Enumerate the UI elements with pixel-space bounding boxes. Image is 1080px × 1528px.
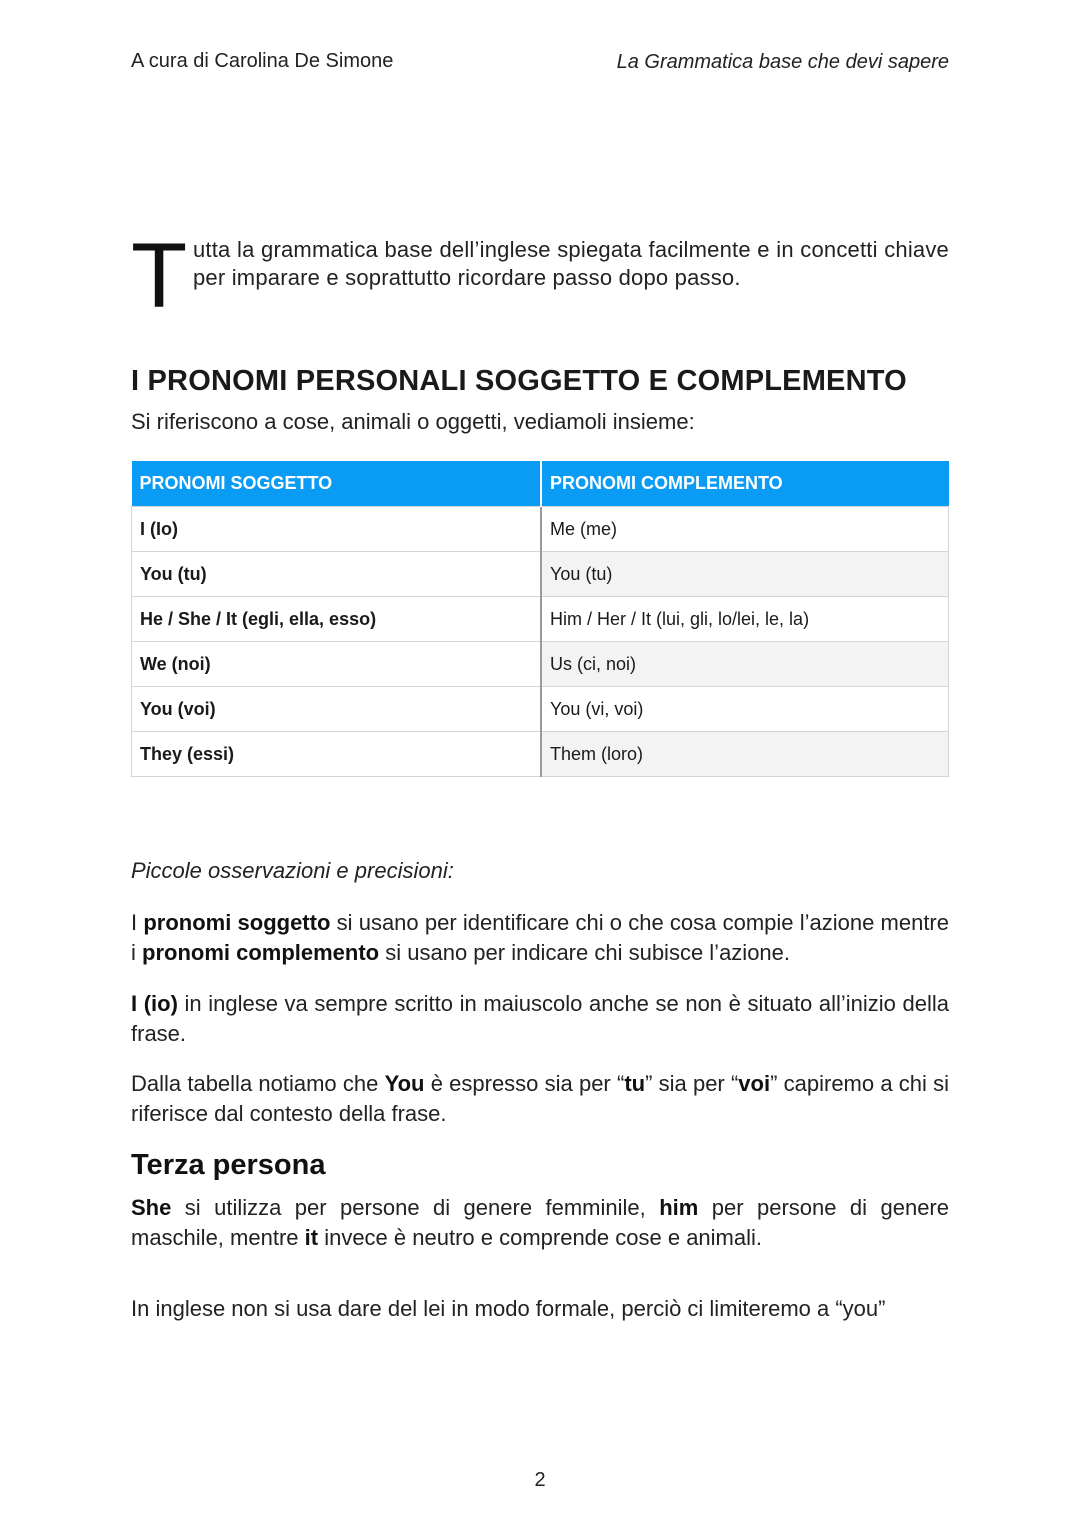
cell-soggetto: They (essi) xyxy=(132,732,542,777)
bold-term: it xyxy=(304,1225,319,1250)
bold-term: pronomi soggetto xyxy=(143,910,331,935)
header-soggetto: PRONOMI SOGGETTO xyxy=(132,461,542,507)
bold-term: She xyxy=(131,1195,172,1220)
table-header-row xyxy=(132,461,949,507)
text-run: si usano per identificare chi o che cosa compie l’azione mentre i xyxy=(131,910,949,965)
third-person-paragraph xyxy=(131,1193,949,1253)
text-run: invece è neutro e comprende cose e animali. xyxy=(318,1225,762,1250)
text-run: I xyxy=(131,910,144,935)
cell-soggetto: I (Io) xyxy=(132,507,542,552)
cell-complemento: Him / Her / It (lui, gli, lo/lei, le, la) xyxy=(541,597,949,642)
section-subtitle: Si riferiscono a cose, animali o oggetti, vediamoli insieme: xyxy=(131,409,695,434)
formal-note-paragraph: In inglese non si usa dare del lei in modo formale, perciò ci limiteremo a “you” xyxy=(131,1296,886,1321)
table-row xyxy=(132,732,949,777)
notes-title: Piccole osservazioni e precisioni: xyxy=(131,858,454,883)
text-run: Dalla tabella notiamo che xyxy=(131,1071,385,1096)
text-run: per persone di genere maschile, mentre xyxy=(131,1195,949,1250)
bold-term: You xyxy=(384,1071,425,1096)
page-number: 2 xyxy=(534,1469,546,1491)
third-person-title: Terza persona xyxy=(131,1149,326,1181)
intro-dropcap: T xyxy=(131,225,188,327)
table-row xyxy=(132,642,949,687)
intro-text: utta la grammatica base dell’inglese spiegata facilmente e in concetti chiave per imparare e soprattutto ricordare passo dopo passo. xyxy=(193,237,949,290)
header-complemento: PRONOMI COMPLEMENTO xyxy=(541,461,949,507)
bold-term: tu xyxy=(624,1071,646,1096)
pronouns-table xyxy=(131,461,949,777)
bold-term: pronomi complemento xyxy=(142,940,380,965)
cell-complemento: Them (loro) xyxy=(541,732,949,777)
cell-complemento: You (vi, voi) xyxy=(541,687,949,732)
text-run: si utilizza per persone di genere femminile, xyxy=(171,1195,660,1220)
section-title: I PRONOMI PERSONALI SOGGETTO E COMPLEMENTO xyxy=(131,365,907,397)
text-run: si usano per indicare chi subisce l’azione. xyxy=(379,940,791,965)
intro xyxy=(131,225,949,327)
cell-soggetto: You (tu) xyxy=(132,552,542,597)
table-row xyxy=(132,507,949,552)
table-row xyxy=(132,552,949,597)
cell-complemento: You (tu) xyxy=(541,552,949,597)
cell-complemento: Me (me) xyxy=(541,507,949,552)
text-run: ” capiremo a chi si riferisce dal contesto della frase. xyxy=(131,1071,949,1126)
text-run: è espresso sia per “ xyxy=(424,1071,625,1096)
note-paragraph-1 xyxy=(131,908,949,968)
text-run: ” sia per “ xyxy=(645,1071,739,1096)
header-author: A cura di Carolina De Simone xyxy=(131,50,394,72)
bold-term: him xyxy=(659,1195,699,1220)
note-paragraph-3 xyxy=(131,1069,949,1129)
table-row xyxy=(132,687,949,732)
cell-soggetto: We (noi) xyxy=(132,642,542,687)
cell-soggetto: He / She / It (egli, ella, esso) xyxy=(132,597,542,642)
cell-complemento: Us (ci, noi) xyxy=(541,642,949,687)
note-paragraph-2 xyxy=(131,989,949,1049)
cell-soggetto: You (voi) xyxy=(132,687,542,732)
text-run: in inglese va sempre scritto in maiuscolo anche se non è situato all’inizio della frase. xyxy=(131,991,949,1046)
bold-term: voi xyxy=(738,1071,771,1096)
bold-term: I (io) xyxy=(131,991,178,1016)
header-book-title: La Grammatica base che devi sapere xyxy=(616,51,949,73)
table-row xyxy=(132,597,949,642)
